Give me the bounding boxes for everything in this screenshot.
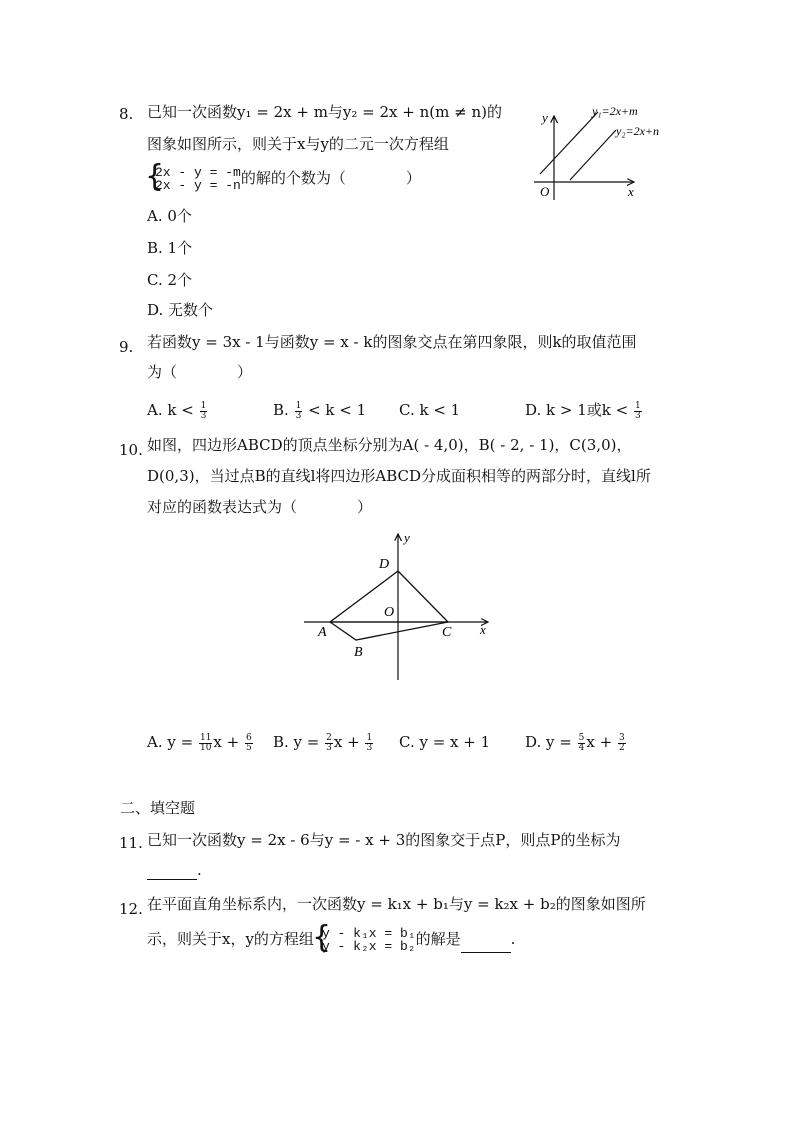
fraction-denominator: 4 <box>578 742 585 753</box>
q10-line1: 如图，四边形ABCD的顶点坐标分别为A( - 4,0)，B( - 2, - 1)，C(3,0)， <box>147 436 632 454</box>
q10-point-c-label: C <box>442 625 452 640</box>
q8-line2: 图象如图所示，则关于x与y的二元一次方程组 <box>147 135 449 153</box>
q10-option-a-fraction2 <box>245 734 253 753</box>
q10-point-a-label: A <box>318 625 327 640</box>
q9-option-b-fraction <box>295 402 303 421</box>
q9-option-a-text: A. k < <box>147 401 194 419</box>
q8-line3 <box>147 166 421 192</box>
q10-option-a-mid: x + <box>213 733 240 751</box>
q12-eq1: { y - k₁x = b₁ <box>321 926 416 941</box>
fraction-numerator: 3 <box>618 732 625 743</box>
fraction-denominator: 3 <box>200 410 207 421</box>
q10-option-a-label: A. y = <box>147 733 194 751</box>
fraction-denominator: 2 <box>618 742 625 753</box>
q9-option-c: C. k < 1 <box>399 401 461 419</box>
fraction-numerator: 5 <box>578 732 585 743</box>
q12-line2 <box>147 927 515 953</box>
fraction-denominator: 10 <box>199 742 212 753</box>
q8-y2-label: y₂=2x+n <box>616 124 660 138</box>
q10-option-a <box>147 732 254 753</box>
q9-option-b-label: B. <box>273 401 289 419</box>
section-heading-fill-in: 二、填空题 <box>120 799 196 817</box>
q10-option-d-fraction1 <box>578 734 586 753</box>
q12-number: 12. <box>119 900 143 918</box>
fraction-numerator: 11 <box>199 732 212 743</box>
q8-eq2: 2x - y = -n <box>155 178 241 193</box>
q10-origin-label: O <box>384 605 395 620</box>
q8-equation-system <box>147 166 241 192</box>
q10-y-label: y <box>404 530 410 545</box>
q12-period: . <box>510 930 516 948</box>
q11-period: . <box>197 861 202 879</box>
q10-option-b <box>273 732 374 753</box>
fraction-denominator: 3 <box>366 742 373 753</box>
q9-option-b <box>273 400 366 421</box>
fraction-denominator: 3 <box>634 410 641 421</box>
fraction-denominator: 5 <box>246 742 252 753</box>
q8-line-y2 <box>570 130 616 180</box>
q11-answer-blank[interactable] <box>147 865 197 880</box>
q9-option-a-fraction <box>200 402 208 421</box>
q10-option-c: C. y = x + 1 <box>399 733 491 751</box>
q10-line3: 对应的函数表达式为（ ） <box>147 498 373 516</box>
fraction-numerator: 6 <box>246 732 252 743</box>
fraction-denominator: 3 <box>326 742 332 753</box>
q8-number: 8. <box>119 105 134 123</box>
q8-option-d: D. 无数个 <box>147 301 214 319</box>
q11-number: 11. <box>119 834 143 852</box>
q9-line2: 为（ ） <box>147 363 253 381</box>
fraction-numerator: 1 <box>634 400 641 411</box>
q10-option-d-fraction2 <box>618 734 626 753</box>
q9-option-a <box>147 400 208 421</box>
q8-option-a: A. 0个 <box>147 207 192 225</box>
q9-line1: 若函数y = 3x - 1与函数y = x - k的图象交点在第四象限，则k的取值范围 <box>147 333 637 351</box>
q8-option-b: B. 1个 <box>147 239 193 257</box>
q8-y-label: y <box>542 110 548 125</box>
q9-option-d-text: D. k > 1或k < <box>525 401 629 419</box>
q10-option-b-fraction2 <box>365 734 373 753</box>
q12-equation-system <box>314 927 416 953</box>
fraction-denominator: 3 <box>295 410 302 421</box>
fraction-numerator: 1 <box>295 400 302 411</box>
q10-option-d <box>525 732 627 753</box>
q11-line1: 已知一次函数y = 2x - 6与y = - x + 3的图象交于点P，则点P的坐标为 <box>147 831 621 849</box>
q8-origin-label: O <box>540 184 550 199</box>
q10-line2: D(0,3)，当过点B的直线l将四边形ABCD分成面积相等的两部分时，直线l所 <box>147 467 651 485</box>
q10-point-b-label: B <box>354 645 363 660</box>
q12-line2-mid: 的解是 <box>415 930 461 948</box>
q11-line2 <box>147 860 202 880</box>
q10-option-b-mid: x + <box>333 733 360 751</box>
q10-option-d-mid: x + <box>586 733 613 751</box>
q8-line3-tail: 的解的个数为（ ） <box>240 169 421 187</box>
q12-eq2: y - k₂x = b₂ <box>321 939 416 954</box>
q10-point-d-label: D <box>379 557 390 572</box>
fraction-numerator: 1 <box>366 732 373 743</box>
q10-x-label: x <box>480 622 486 637</box>
q8-line1: 已知一次函数y₁ = 2x + m与y₂ = 2x + n(m ≠ n)的 <box>147 103 502 121</box>
q9-option-d-fraction <box>634 402 642 421</box>
fraction-numerator: 1 <box>200 400 207 411</box>
q9-number: 9. <box>119 338 134 356</box>
q9-option-d <box>525 400 643 421</box>
q12-line2-pre: 示，则关于x，y的方程组 <box>147 930 314 948</box>
q8-y1-label: y₁=2x+m <box>592 104 638 118</box>
q10-number: 10. <box>119 441 143 459</box>
q12-answer-blank[interactable] <box>461 938 511 953</box>
fraction-numerator: 2 <box>326 732 332 743</box>
q9-option-b-text: < k < 1 <box>308 401 367 419</box>
q8-option-c: C. 2个 <box>147 271 193 289</box>
q10-figure <box>296 530 496 685</box>
q8-figure <box>530 100 660 205</box>
q10-option-d-label: D. y = <box>525 733 572 751</box>
q10-option-a-fraction1 <box>199 734 212 753</box>
q10-option-b-label: B. y = <box>273 733 320 751</box>
q10-option-b-fraction1 <box>325 734 333 753</box>
q8-x-label: x <box>628 184 634 199</box>
q12-line1: 在平面直角坐标系内，一次函数y = k₁x + b₁与y = k₂x + b₂的图象如图所 <box>147 895 646 913</box>
q8-eq1: { 2x - y = -m <box>155 165 241 180</box>
q8-line-y1 <box>540 112 598 174</box>
